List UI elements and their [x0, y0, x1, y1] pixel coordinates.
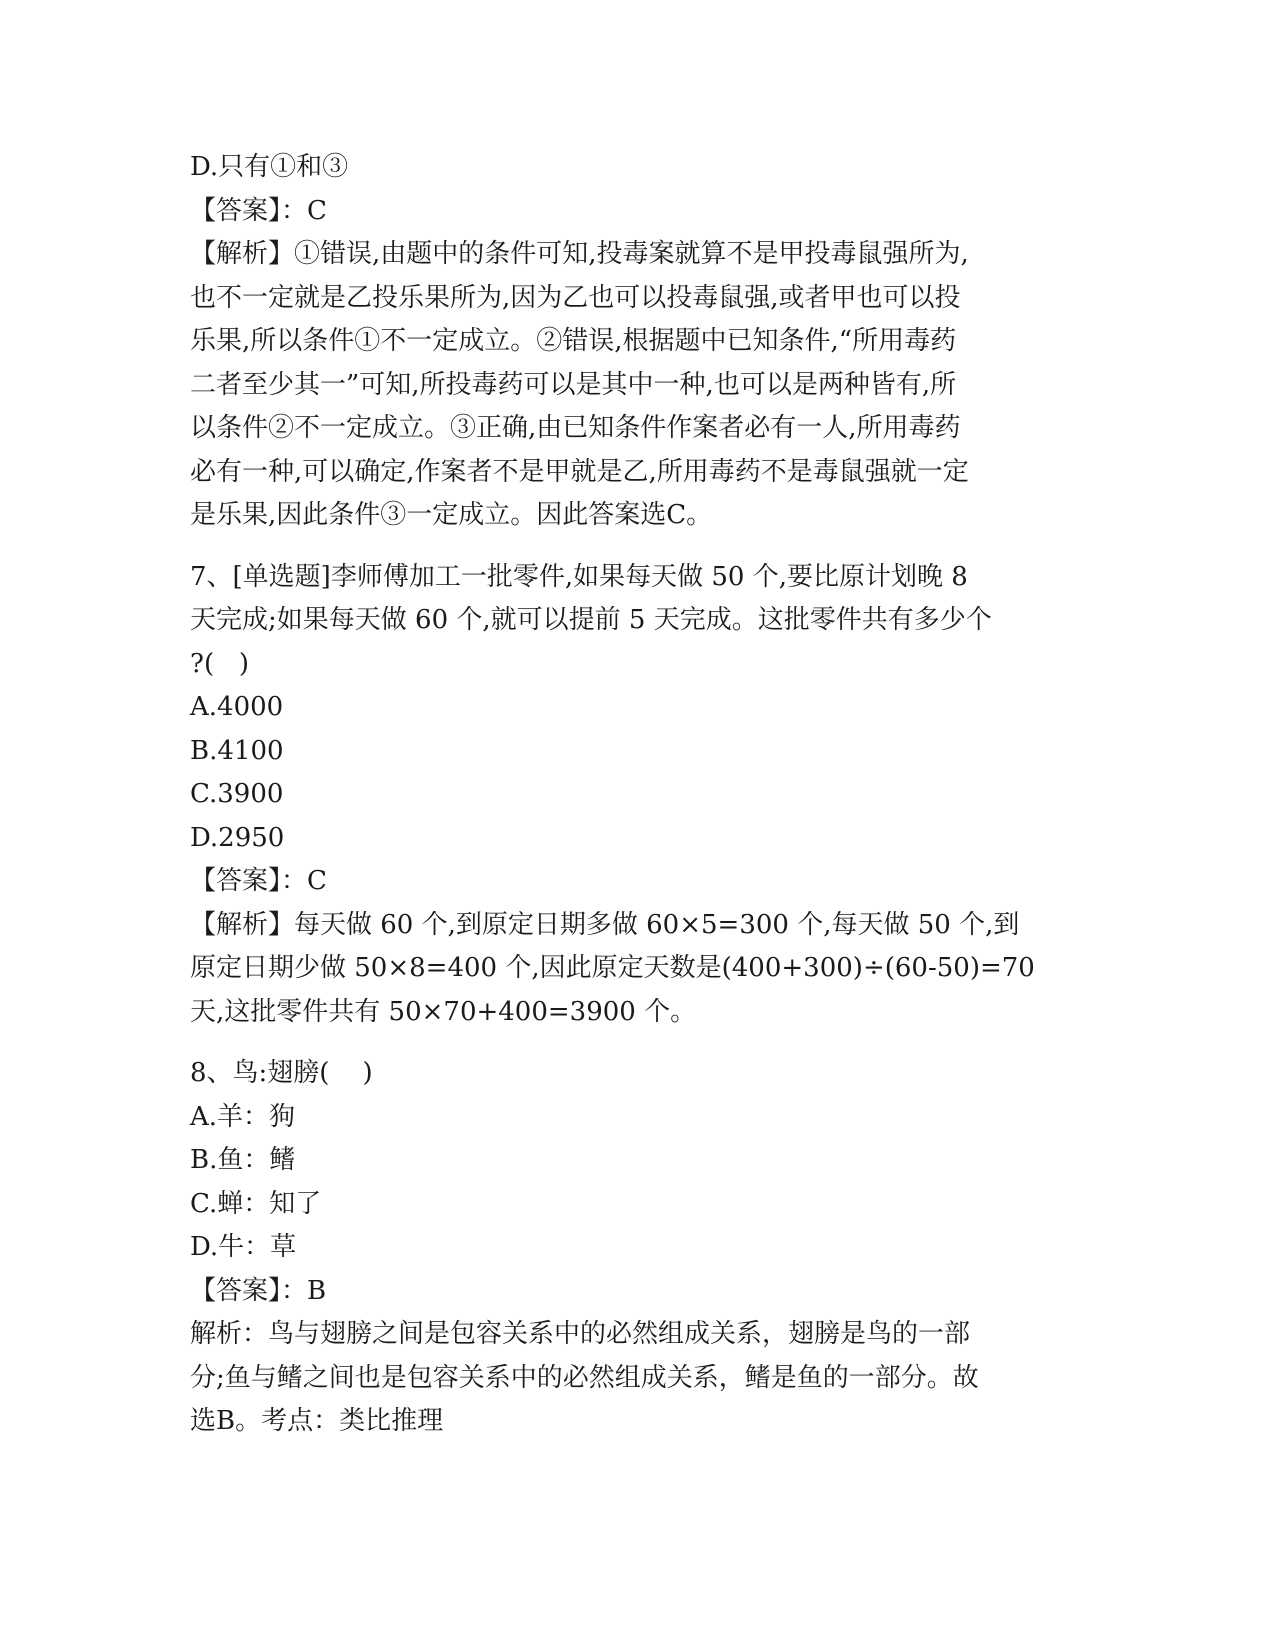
q8-option-c: C.蝉：知了 — [190, 1188, 322, 1219]
q7-option-b: B.4100 — [190, 735, 284, 766]
q8-analysis-line: 分;鱼与鳍之间也是包容关系中的必然组成关系，鳍是鱼的一部分。故 — [190, 1362, 979, 1393]
q6-analysis-line: 必有一种,可以确定,作案者不是甲就是乙,所用毒药不是毒鼠强就一定 — [190, 456, 969, 487]
q7-stem — [190, 556, 1090, 687]
q8-option-d: D.牛：草 — [190, 1232, 297, 1262]
q8-analysis-line: 解析：鸟与翅膀之间是包容关系中的必然组成关系，翅膀是鸟的一部 — [190, 1319, 971, 1349]
q7-analysis-line: 天,这批零件共有 50×70+400=3900 个。 — [190, 996, 697, 1027]
document-page — [190, 146, 1090, 1444]
q6-analysis-line: 【解析】①错误,由题中的条件可知,投毒案就算不是甲投毒鼠强所为, — [190, 239, 969, 269]
section-gap — [190, 1034, 1090, 1052]
q6-analysis-line: 二者至少其一”可知,所投毒药可以是其中一种,也可以是两种皆有,所 — [190, 369, 957, 400]
q8-answer: 【答案】：B — [190, 1275, 327, 1306]
q6-analysis-line: 是乐果,因此条件③一定成立。因此答案选C。 — [190, 500, 713, 530]
q6-answer: 【答案】：C — [190, 195, 327, 226]
question-8 — [190, 1052, 1090, 1444]
q7-stem-line: ?( ) — [190, 648, 250, 679]
q8-option-a: A.羊：狗 — [190, 1101, 296, 1132]
question-7 — [190, 556, 1090, 1035]
q8-analysis — [190, 1313, 1090, 1444]
q6-analysis — [190, 233, 1090, 538]
q6-analysis-line: 乐果,所以条件①不一定成立。②错误,根据题中已知条件,“所用毒药 — [190, 326, 957, 356]
q7-stem-line: 天完成;如果每天做 60 个,就可以提前 5 天完成。这批零件共有多少个 — [190, 605, 992, 635]
q8-stem: 8、鸟:翅膀( ) — [190, 1058, 373, 1088]
q6-analysis-line: 以条件②不一定成立。③正确,由已知条件作案者必有一人,所用毒药 — [190, 413, 961, 443]
q7-analysis-line: 【解析】每天做 60 个,到原定日期多做 60×5=300 个,每天做 50 个,到 — [190, 909, 1020, 940]
q7-analysis-line: 原定日期少做 50×8=400 个,因此原定天数是(400+300)÷(60-50)=70 — [190, 953, 1035, 983]
q7-answer: 【答案】：C — [190, 866, 327, 896]
q7-stem-line: 7、[单选题]李师傅加工一批零件,如果每天做 50 个,要比原计划晚 8 — [190, 561, 968, 592]
q7-option-a: A.4000 — [190, 692, 284, 722]
q6-option-d: D.只有①和③ — [190, 152, 349, 182]
q6-analysis-line: 也不一定就是乙投乐果所为,因为乙也可以投毒鼠强,或者甲也可以投 — [190, 282, 961, 313]
q8-option-b: B.鱼：鳍 — [190, 1145, 296, 1175]
question-6-tail — [190, 146, 1090, 538]
q7-analysis — [190, 904, 1090, 1035]
q8-analysis-line: 选B。考点：类比推理 — [190, 1406, 444, 1436]
section-gap — [190, 538, 1090, 556]
q7-option-c: C.3900 — [190, 779, 284, 809]
q7-option-d: D.2950 — [190, 822, 285, 853]
